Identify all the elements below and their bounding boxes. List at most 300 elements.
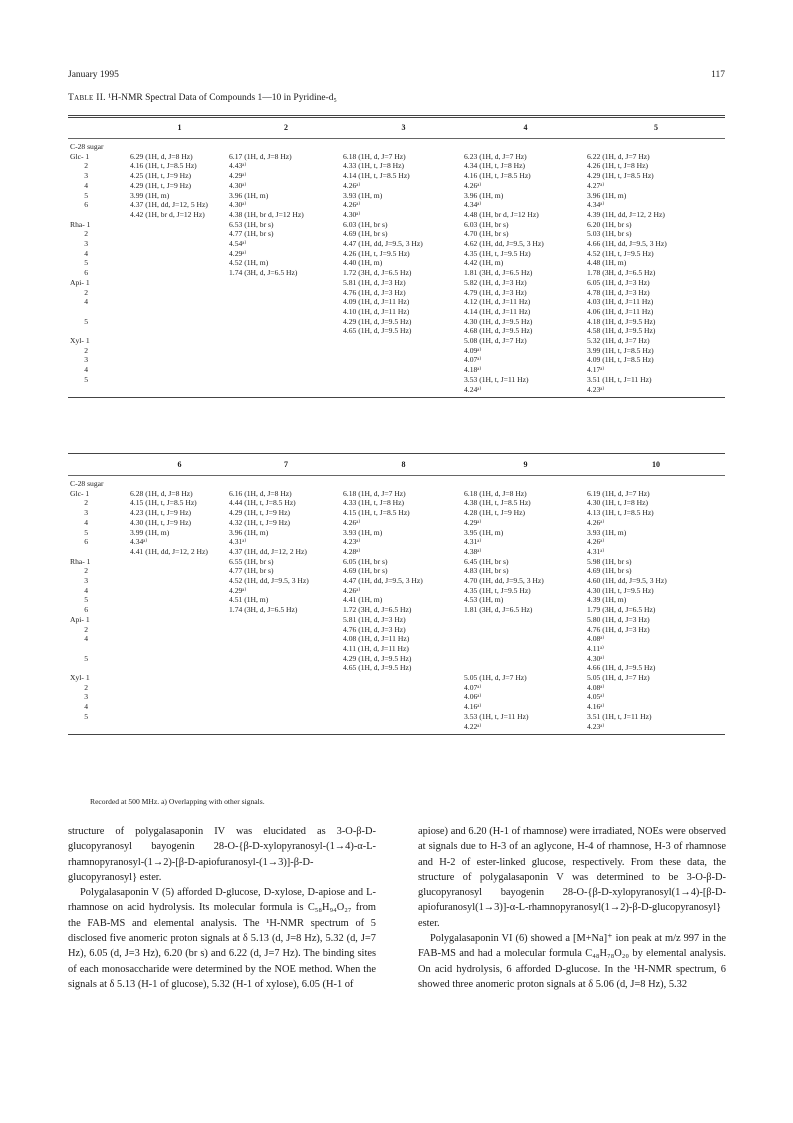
table-cell [229, 476, 343, 489]
table-cell: 4.30 (1H, t, J=9.5 Hz) [587, 585, 654, 595]
table-cell: 3.99 (1H, m) [130, 527, 170, 537]
table-cell [587, 139, 725, 152]
table-cell: 4.10 (1H, d, J=11 Hz) [343, 306, 410, 316]
row-label [68, 385, 130, 398]
table-row [68, 518, 725, 528]
table-cell: 4.29 (1H, t, J=9 Hz) [130, 180, 192, 190]
row-label: Xyl- 1 [70, 336, 90, 346]
table-cell: 4.28ᵃ⁾ [343, 546, 361, 556]
table-cell: 4.48 (1H, m) [587, 258, 627, 268]
body-paragraph: apiose) and 6.20 (H-1 of rhamnose) were irradiated, NOEs were observed at signals due to H-3 of an aglycone, H-4 of rhamnose, H-3 of rhamnose and H-2 of ester-linked glucose, respectively. From these data, the structure of polygalasaponin V was determined to be 3-O-β-D-glucopyranosyl bayogenin 28-O-{β-D-xylopyranosyl(1→4)-[β-D-apiofuranosyl(1→3)]-α-L-rhamnopyranosyl(1→2)-β-D-glucopyranosyl} ester. [418, 826, 726, 929]
table-cell: 6.53 (1H, br s) [229, 219, 274, 229]
table-cell: 4.26ᵃ⁾ [343, 585, 361, 595]
table-cell: 4.52 (1H, dd, J=9.5, 3 Hz) [229, 576, 309, 586]
table-cell: 6.55 (1H, br s) [229, 556, 274, 566]
table-cell: 4.65 (1H, d, J=9.5 Hz) [343, 663, 412, 673]
table-cell: 4.34 (1H, t, J=8 Hz) [464, 161, 526, 171]
table-cell: 4.68 (1H, d, J=9.5 Hz) [464, 326, 533, 336]
table-cell: 5.98 (1H, br s) [587, 556, 632, 566]
table-cell: 3.53 (1H, t, J=11 Hz) [464, 374, 529, 384]
table-cell [130, 220, 229, 230]
table-cell: 4.69 (1H, br s) [587, 566, 632, 576]
row-label: 3 [84, 508, 88, 518]
table-cell: 4.16ᵃ⁾ [587, 702, 605, 712]
table-cell: 4.31ᵃ⁾ [587, 546, 605, 556]
table-row [68, 365, 725, 375]
table-cell: 3.93 (1H, m) [343, 190, 383, 200]
row-label: 6 [84, 537, 88, 547]
table-cell: 4.15 (1H, t, J=8.5 Hz) [343, 508, 410, 518]
body-column-right [418, 824, 726, 992]
table-cell [229, 673, 343, 683]
table-cell: 4.41 (1H, m) [343, 595, 383, 605]
row-label: 6 [84, 200, 88, 210]
row-label [68, 326, 130, 336]
table-cell: 4.06 (1H, d, J=11 Hz) [587, 306, 654, 316]
table-cell: 4.26ᵃ⁾ [343, 517, 361, 527]
table-cell [229, 307, 343, 317]
table-cell: 4.33 (1H, t, J=8 Hz) [343, 498, 405, 508]
table-cell [130, 605, 229, 615]
table-cell [229, 615, 343, 625]
table-cell [229, 375, 343, 385]
table-cell: 4.47 (1H, dd, J=9.5, 3 Hz) [343, 576, 423, 586]
table-row [68, 375, 725, 385]
nmr-table-compounds-6-10 [68, 453, 725, 735]
table-cell [130, 595, 229, 605]
table-cell: 6.05 (1H, br s) [343, 556, 388, 566]
table-row [68, 161, 725, 171]
table-cell: 4.09 (1H, t, J=8.5 Hz) [587, 355, 654, 365]
table-cell: 4.42 (1H, br d, J=12 Hz) [130, 209, 205, 219]
table-cell [130, 346, 229, 356]
table-caption-text: ¹H-NMR Spectral Data of Compounds 1—10 in Pyridine-d₅ [108, 93, 337, 103]
table-cell [229, 683, 343, 693]
column-header: 5 [587, 117, 725, 139]
row-label: 4 [84, 585, 88, 595]
table-cell: 4.15 (1H, t, J=8.5 Hz) [130, 498, 197, 508]
column-header: 2 [229, 117, 343, 139]
row-label: 3 [84, 171, 88, 181]
table-cell: 4.31ᵃ⁾ [464, 537, 482, 547]
table-cell [229, 336, 343, 346]
table-cell: 5.81 (1H, d, J=3 Hz) [343, 277, 406, 287]
table-cell [587, 476, 725, 489]
row-label: 2 [84, 498, 88, 508]
table-cell: 5.81 (1H, d, J=3 Hz) [343, 614, 406, 624]
table-cell: 4.30 (1H, t, J=9 Hz) [130, 517, 192, 527]
column-header: 1 [130, 117, 229, 139]
table-cell: 4.27ᵃ⁾ [587, 180, 605, 190]
table-cell: 4.26ᵃ⁾ [343, 200, 361, 210]
table-row [68, 634, 725, 644]
table-cell: 4.23ᵃ⁾ [587, 722, 725, 735]
table-cell [130, 385, 229, 398]
table-cell: 4.07ᵃ⁾ [464, 355, 482, 365]
body-paragraph: Polygalasaponin VI (6) showed a [M+Na]⁺ ion peak at m/z 997 in the FAB-MS and had a molecular formula C₄₈H₇₈O₂₀ by elemental analysis. On acid hydrolysis, 6 afforded D-glucose. In the ¹H-NMR spectrum, 6 showed three anomeric proton signals at δ 5.06 (d, J=8 Hz), 5.32 [418, 933, 726, 990]
table-cell: 4.62 (1H, dd, J=9.5, 3 Hz) [464, 239, 544, 249]
table-cell: 4.29ᵃ⁾ [229, 248, 247, 258]
table-cell [229, 625, 343, 635]
table-row [68, 258, 725, 268]
table-cell: 6.16 (1H, d, J=8 Hz) [229, 488, 292, 498]
table-cell [130, 557, 229, 567]
table-row [68, 537, 725, 547]
table-cell: 4.52 (1H, t, J=9.5 Hz) [587, 248, 654, 258]
table-cell: 4.30ᵃ⁾ [343, 209, 361, 219]
table-cell: 4.11 (1H, d, J=11 Hz) [343, 643, 409, 653]
table-cell: 1.81 (3H, d, J=6.5 Hz) [464, 605, 533, 615]
table-row [68, 181, 725, 191]
table-cell: 1.78 (3H, d, J=6.5 Hz) [587, 268, 656, 278]
table-cell: 4.29 (1H, d, J=9.5 Hz) [343, 316, 412, 326]
table-cell: 5.03 (1H, br s) [587, 229, 632, 239]
table-row [68, 595, 725, 605]
table-cell: 4.78 (1H, d, J=3 Hz) [587, 287, 650, 297]
table-cell [130, 712, 229, 722]
table-cell [229, 644, 343, 654]
table-cell: 4.26 (1H, t, J=9.5 Hz) [343, 248, 410, 258]
table-cell [130, 326, 229, 336]
table-cell: 4.08ᵃ⁾ [587, 682, 605, 692]
table-cell: 4.05ᵃ⁾ [587, 692, 605, 702]
table-cell: 4.16 (1H, t, J=8.5 Hz) [130, 161, 197, 171]
column-header: 6 [130, 454, 229, 476]
table-row [68, 385, 725, 398]
table-cell: 4.23 (1H, t, J=9 Hz) [130, 508, 192, 518]
table-row [68, 615, 725, 625]
table-row [68, 722, 725, 735]
table-cell [130, 615, 229, 625]
table-cell: 4.53 (1H, m) [464, 595, 504, 605]
table-row [68, 498, 725, 508]
table-cell: 6.23 (1H, d, J=7 Hz) [464, 151, 527, 161]
table-row [68, 336, 725, 346]
page-number: 117 [711, 70, 725, 80]
table-cell: 4.34ᵃ⁾ [130, 537, 148, 547]
table-cell: 3.99 (1H, t, J=8.5 Hz) [587, 345, 654, 355]
table-cell: 6.03 (1H, br s) [464, 219, 509, 229]
table-cell [229, 722, 343, 735]
table-cell: 1.74 (3H, d, J=6.5 Hz) [229, 268, 298, 278]
table-cell: 3.96 (1H, m) [464, 190, 504, 200]
running-header [68, 70, 725, 84]
table-cell [130, 683, 229, 693]
table-cell: 1.74 (3H, d, J=6.5 Hz) [229, 605, 298, 615]
row-label [68, 663, 130, 673]
table-cell: 4.29 (1H, t, J=8.5 Hz) [587, 171, 654, 181]
table-cell: 4.12 (1H, d, J=11 Hz) [464, 297, 531, 307]
table-cell [130, 576, 229, 586]
row-label: 5 [84, 527, 88, 537]
table-cell: 4.16 (1H, t, J=8.5 Hz) [464, 171, 531, 181]
table-cell [130, 692, 229, 702]
table-cell: 5.80 (1H, d, J=3 Hz) [587, 614, 650, 624]
table-row [68, 171, 725, 181]
table-cell: 3.51 (1H, t, J=11 Hz) [587, 711, 652, 721]
row-label: 6 [84, 268, 88, 278]
table-cell: 1.72 (3H, d, J=6.5 Hz) [343, 268, 412, 278]
table-cell: 3.99 (1H, m) [130, 190, 170, 200]
table-cell: 4.70 (1H, dd, J=9.5, 3 Hz) [464, 576, 544, 586]
table-cell: 4.28 (1H, t, J=9 Hz) [464, 508, 526, 518]
table-row [68, 297, 725, 307]
table-cell [229, 692, 343, 702]
table-cell [130, 365, 229, 375]
row-label: 3 [84, 355, 88, 365]
table-cell: 4.30 (1H, d, J=9.5 Hz) [464, 316, 533, 326]
table-cell: 4.54ᵃ⁾ [229, 239, 247, 249]
table-cell [130, 663, 229, 673]
table-cell: 4.26ᵃ⁾ [587, 517, 605, 527]
table-cell: 4.26 (1H, t, J=8 Hz) [587, 161, 649, 171]
table-cell [464, 654, 587, 664]
table-cell: 4.34ᵃ⁾ [464, 200, 482, 210]
table-cell: 4.06ᵃ⁾ [464, 692, 482, 702]
table-cell [130, 355, 229, 365]
table-cell: 4.30 (1H, t, J=8 Hz) [587, 498, 649, 508]
table-cell: 4.30ᵃ⁾ [229, 200, 247, 210]
column-header: 4 [464, 117, 587, 139]
table-cell: 4.51 (1H, m) [229, 595, 269, 605]
table-cell [229, 702, 343, 712]
table-cell: 4.30ᵃ⁾ [587, 653, 605, 663]
row-label: 5 [84, 190, 88, 200]
table-row [68, 210, 725, 220]
table-cell: 4.24ᵃ⁾ [464, 385, 587, 398]
table-cell: 6.28 (1H, d, J=8 Hz) [130, 488, 193, 498]
table-cell [130, 307, 229, 317]
table-cell: 4.66 (1H, dd, J=9.5, 3 Hz) [587, 239, 667, 249]
table-cell: 4.29ᵃ⁾ [464, 517, 482, 527]
table-cell: 3.53 (1H, t, J=11 Hz) [464, 711, 529, 721]
table-row [68, 508, 725, 518]
table-cell [130, 634, 229, 644]
row-label: 5 [84, 258, 88, 268]
column-header [68, 454, 130, 476]
table-cell: 6.20 (1H, br s) [587, 219, 632, 229]
table-cell: 4.38 (1H, t, J=8.5 Hz) [464, 498, 531, 508]
row-label: 4 [84, 365, 88, 375]
table-cell [130, 317, 229, 327]
table-row [68, 139, 725, 152]
table-cell [464, 139, 587, 152]
table-caption-label: Table II. [68, 93, 106, 103]
table-cell: 6.29 (1H, d, J=8 Hz) [130, 151, 193, 161]
table-cell [343, 683, 464, 693]
table-cell: 6.05 (1H, d, J=3 Hz) [587, 277, 650, 287]
table-cell [229, 365, 343, 375]
row-label: 3 [84, 576, 88, 586]
table-cell: 4.26ᵃ⁾ [587, 537, 605, 547]
table-cell: 5.82 (1H, d, J=3 Hz) [464, 277, 527, 287]
row-label: 5 [84, 653, 88, 663]
table-cell [130, 258, 229, 268]
table-row [68, 249, 725, 259]
table-cell [130, 139, 229, 152]
table-cell: 6.03 (1H, br s) [343, 219, 388, 229]
table-row [68, 229, 725, 239]
table-cell: 3.96 (1H, m) [587, 190, 627, 200]
table-cell: 4.52 (1H, m) [229, 258, 269, 268]
table-row [68, 586, 725, 596]
column-header [68, 117, 130, 139]
table-cell: 6.22 (1H, d, J=7 Hz) [587, 151, 650, 161]
table-cell [343, 712, 464, 722]
column-header: 7 [229, 454, 343, 476]
table-cell: 6.18 (1H, d, J=7 Hz) [343, 151, 406, 161]
table-cell: 4.23ᵃ⁾ [343, 537, 361, 547]
table-cell: 4.16ᵃ⁾ [464, 702, 482, 712]
table-cell: 3.95 (1H, m) [464, 527, 504, 537]
column-header: 9 [464, 454, 587, 476]
table-row [68, 702, 725, 712]
table-caption [68, 93, 337, 103]
body-paragraph: structure of polygalasaponin IV was elucidated as 3-O-β-D-glucopyranosyl bayogenin 28-O-{β-D-xylopyranosyl-(1→4)-α-L-rhamnopyranosyl-(1→2)-[β-D-apiofuranosyl-(1→3)]-β-D-glucopyranosyl} ester. [68, 826, 376, 883]
table-row [68, 566, 725, 576]
table-cell [130, 644, 229, 654]
table-cell [130, 476, 229, 489]
table-cell: 4.08 (1H, d, J=11 Hz) [343, 634, 410, 644]
table-cell [229, 654, 343, 664]
table-row [68, 307, 725, 317]
table-row [68, 326, 725, 336]
table-cell [343, 692, 464, 702]
table-cell: 4.38 (1H, br d, J=12 Hz) [229, 209, 304, 219]
table-row [68, 355, 725, 365]
row-label: 4 [84, 634, 88, 644]
table-cell [343, 375, 464, 385]
table-cell: 4.44 (1H, t, J=8.5 Hz) [229, 498, 296, 508]
table-cell [130, 673, 229, 683]
row-label: Api- 1 [70, 614, 90, 624]
row-label: Xyl- 1 [70, 673, 90, 683]
table-row [68, 191, 725, 201]
table-cell [130, 586, 229, 596]
table-cell: 4.03 (1H, d, J=11 Hz) [587, 297, 654, 307]
row-label: Rha- 1 [70, 556, 91, 566]
table-cell [130, 239, 229, 249]
table-cell [464, 634, 587, 644]
table-row [68, 220, 725, 230]
table-cell [130, 268, 229, 278]
table-cell: 4.39 (1H, m) [587, 595, 627, 605]
row-label: 2 [84, 229, 88, 239]
table-row [68, 576, 725, 586]
table-cell: 1.81 (3H, d, J=6.5 Hz) [464, 268, 533, 278]
table-cell [130, 249, 229, 259]
table-row [68, 654, 725, 664]
row-label: 2 [84, 682, 88, 692]
table-cell: 4.14 (1H, d, J=11 Hz) [464, 306, 531, 316]
table-cell: 4.13 (1H, t, J=8.5 Hz) [587, 508, 654, 518]
table-cell [130, 566, 229, 576]
table-cell: 4.77 (1H, br s) [229, 229, 274, 239]
table-row [68, 489, 725, 499]
table-cell [229, 634, 343, 644]
table-cell: 4.29ᵃ⁾ [229, 171, 247, 181]
row-label: Rha- 1 [70, 219, 91, 229]
table-row [68, 673, 725, 683]
row-label: C-28 sugar [70, 142, 104, 151]
table-row [68, 547, 725, 557]
table-cell: 4.43ᵃ⁾ [229, 161, 247, 171]
table-cell: 6.18 (1H, d, J=7 Hz) [343, 488, 406, 498]
table-cell [343, 722, 464, 735]
table-cell [343, 355, 464, 365]
table-cell [130, 375, 229, 385]
row-label: 2 [84, 287, 88, 297]
row-label: 3 [84, 239, 88, 249]
table-cell [343, 139, 464, 152]
table-cell [464, 615, 587, 625]
table-row [68, 152, 725, 162]
table-cell: 4.47 (1H, dd, J=9.5, 3 Hz) [343, 239, 423, 249]
table-cell: 4.70 (1H, br s) [464, 229, 509, 239]
table-cell [130, 722, 229, 735]
table-cell: 4.29 (1H, t, J=9 Hz) [229, 508, 291, 518]
table-cell [464, 625, 587, 635]
table-row [68, 663, 725, 673]
table-cell: 4.35 (1H, t, J=9.5 Hz) [464, 248, 531, 258]
table-row [68, 712, 725, 722]
table-row [68, 625, 725, 635]
table-row [68, 268, 725, 278]
table-header-row [68, 454, 725, 476]
table-cell: 4.35 (1H, t, J=9.5 Hz) [464, 585, 531, 595]
body-column-left [68, 824, 376, 992]
table-cell: 4.58 (1H, d, J=9.5 Hz) [587, 326, 656, 336]
row-label: 2 [84, 345, 88, 355]
row-label: C-28 sugar [70, 479, 104, 488]
table-cell: 4.32 (1H, t, J=9 Hz) [229, 517, 291, 527]
row-label [68, 210, 130, 220]
table-row [68, 692, 725, 702]
body-paragraph: Polygalasaponin V (5) afforded D-glucose, D-xylose, D-apiose and L-rhamnose on acid hydrolysis. Its molecular formula is C₅₈H₉₄O₂₇ from the FAB-MS and elemental analysis. The ¹H-NMR spectrum of 5 disclosed five anomeric proton signals at δ 5.13 (d, J=8 Hz), 5.32 (d, J=7 Hz), 6.05 (d, J=3 Hz), 6.20 (br s) and 6.22 (d, J=7 Hz). The binding sites of each monosaccharide were determined by the NOE method. When the signals at δ 5.13 (H-1 of glucose), 5.32 (H-1 of xylose), 6.05 (H-1 of [68, 887, 376, 990]
table-cell: 4.79 (1H, d, J=3 Hz) [464, 287, 527, 297]
table-cell: 4.17ᵃ⁾ [587, 365, 605, 375]
table-cell [130, 625, 229, 635]
table-cell: 4.09ᵃ⁾ [464, 345, 482, 355]
table-cell [464, 644, 587, 654]
table-row [68, 557, 725, 567]
table-cell: 3.96 (1H, m) [229, 190, 269, 200]
table-cell [229, 663, 343, 673]
table-cell: 4.33 (1H, t, J=8 Hz) [343, 161, 405, 171]
table-cell: 6.18 (1H, d, J=8 Hz) [464, 488, 527, 498]
table-cell: 4.26ᵃ⁾ [464, 180, 482, 190]
table-cell [464, 476, 587, 489]
row-label [68, 547, 130, 557]
table-cell [229, 712, 343, 722]
nmr-table-compounds-1-5 [68, 115, 725, 398]
table-cell: 4.25 (1H, t, J=9 Hz) [130, 171, 192, 181]
row-label: 5 [84, 374, 88, 384]
table-cell [229, 346, 343, 356]
table-cell [130, 229, 229, 239]
row-label: Glc- 1 [70, 151, 90, 161]
row-label: 4 [84, 180, 88, 190]
table-cell: 3.93 (1H, m) [343, 527, 383, 537]
table-cell: 4.11ᵃ⁾ [587, 643, 604, 653]
table-cell: 4.07ᵃ⁾ [464, 682, 482, 692]
column-header: 10 [587, 454, 725, 476]
row-label: 4 [84, 297, 88, 307]
table-cell: 4.30ᵃ⁾ [229, 180, 247, 190]
table-cell [229, 297, 343, 307]
row-label: 5 [84, 711, 88, 721]
table-cell [229, 355, 343, 365]
